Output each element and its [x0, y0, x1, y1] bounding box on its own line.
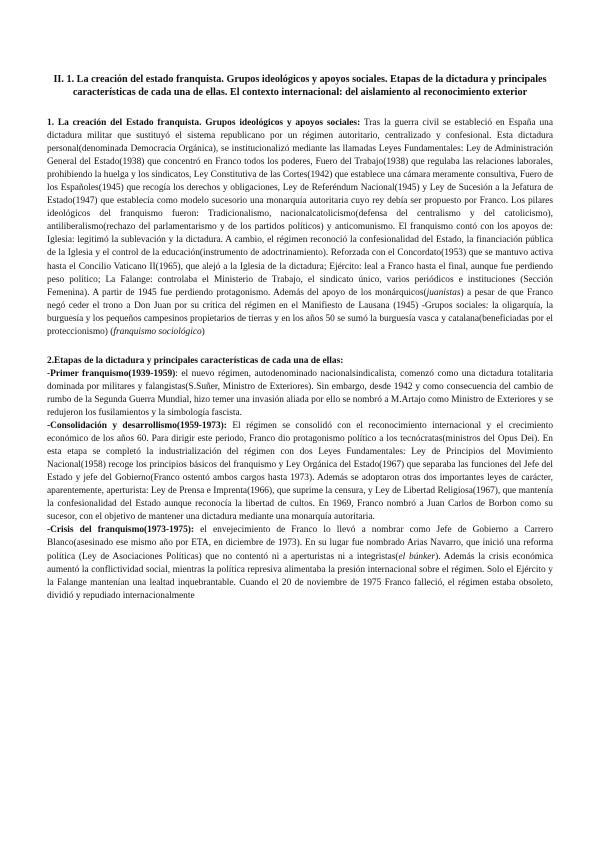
- stage-3-italic-bunker: el búnker: [398, 551, 436, 562]
- stage-3-title: -Crisis del franquismo(1973-1975):: [47, 525, 195, 536]
- section-1-text-b: ) a pesar de que Franco negó ceder el trono a Don Juan por su crítica del régimen en el Manifiesto de Lausana (1945) -Grupos sociales: la oligarquía, la burguesía y los pequeños campesinos propietarios de tierras y en los años 50 se sumó la burguesía vasca y catalana(beneficiadas por el proteccionismo) (: [47, 287, 553, 337]
- stage-2-title: -Consolidación y desarrollismo(1959-1973):: [47, 421, 227, 432]
- stage-1-text: : el nuevo régimen, autodenominado nacionalsindicalista, comenzó como una dictadura totalitaria dominada por militares y falangistas(S.Suñer, Ministro de Exteriores). Sin embargo, desde 1942 y como consecuencia del cambio de rumbo de la Segunda Guerra Mundial, hizo temer una invasión aliada por ello se nombró a M.Artajo como Ministro de Exteriores y se redujeron los fusilamientos y la simbología fascista.: [47, 368, 554, 418]
- stage-3-text-b: ). Además la crisis económica aumentó la conflictividad social, mientras la política represiva alimentaba la presión internacional sobre el régimen. Solo el Ejército y la Falange mantenían una lealtad inquebrantable. Cuando el 20 de noviembre de 1975 Franco falleció, el régimen estaba obsoleto, dividió y repudiado internacionalmente: [47, 551, 553, 601]
- stage-3-text-a: el envejecimiento de Franco lo llevó a nombrar como Jefe de Gobierno a Carrero Blanco(asesinado ese mismo año por ETA, en diciembre de 1973). En su lugar fue nombrado Arias Navarro, que inició una reforma política (Ley de Asociaciones Políticas) que no contentó ni a aperturistas ni a integristas(: [47, 525, 554, 562]
- section-1-text-c: ): [201, 326, 205, 337]
- section-1-italic-juanistas: juanistas: [426, 287, 461, 298]
- section-1-italic-franquismo-sociologico: franquismo sociológico: [113, 326, 202, 337]
- stage-2-paragraph: [47, 420, 553, 524]
- section-1-paragraph: [47, 117, 553, 339]
- section-2-heading: 2.Etapas de la dictadura y principales características de cada una de ellas:: [47, 355, 344, 366]
- stage-3-paragraph: [47, 524, 553, 602]
- stage-1-title: -Primer franquismo(1939-1959): [47, 368, 176, 379]
- section-1-text-a: Tras la guerra civil se estableció en España una dictadura militar que sustituyó el sistema republicano por un régimen autoritario, centralizado y confesional. Esta dictadura personal(denominada Democracia Orgánica), se institucionalizó mediante las llamadas Leyes Fundamentales: Ley de Administración General del Estado(1938) que concentró en Franco todos los poderes, Fuero del Trabajo(1938) que regulaba las relaciones laborales, prohibiendo la huelga y los sindicatos, Ley Constitutiva de las Cortes(1942) que establece una cámara meramente consultiva, Fuero de los Españoles(1945) que recogía los derechos y obligaciones, Ley de Referéndum Nacional(1945) y Ley de Sucesión a la Jefatura de Estado(1947) que establecía como modelo sucesorio una monarquía autoritaria cuyo rey debía ser propuesto por Franco. Los pilares ideológicos del franquismo fueron: Tradicionalismo, nacionalcatolicismo(defensa del centralismo y del catolicismo), antiliberalismo(rechazo del parlamentarismo y de los partidos políticos) y anticomunismo. El franquismo contó con los apoyos de: Iglesia: legitimó la sublevación y la dictadura. A cambio, el régimen reconoció la confesionalidad del Estado, la financiación pública de la Iglesia y el control de la educación(instrumento de adoctrinamiento). Reforzada con el Concordato(1953) que se mantuvo activa hasta el Concilio Vaticano II(1965), que alejó a la Iglesia de la dictadura; Ejército: leal a Franco hasta el final, aunque fue perdiendo peso político; La Falange: controlaba el Ministerio de Trabajo, el sindicato único, varios periódicos e instituciones (Sección Femenina). A partir de 1945 fue perdiendo protagonismo. Además del apoyo de los monárquicos(: [47, 118, 553, 298]
- document-title: II. 1. La creación del estado franquista. Grupos ideológicos y apoyos sociales. Etapas de la dictadura y principales características de cada una de ellas. El contexto internacional: del aislamiento al reconocimiento exterior: [53, 74, 547, 98]
- section-1-heading: 1. La creación del Estado franquista. Grupos ideológicos y apoyos sociales:: [47, 118, 361, 128]
- stage-2-text: El régimen se consolidó con el reconocimiento internacional y el crecimiento económico de los años 60. Para dirigir este periodo, Franco dio protagonismo político a los tecnócratas(ministros del Opus Dei). En esta etapa se completó la industrialización del régimen con dos Leyes Fundamentales: Ley de Principios del Movimiento Nacional(1958) recoge los principios básicos del franquismo y Ley Orgánica del Estado(1967) que separaba las funciones del Jefe del Estado y jefe del Gobierno(Franco ostentó ambos cargos hasta 1973). Además se adoptaron otras dos importantes leyes de carácter, aparentemente, aperturista: Ley de Prensa e Imprenta(1966), que suprime la censura, y Ley de Libertad Religiosa(1967), que mantenía la confesionalidad del Estado aunque reconocía la libertad de cultos. En 1969, Franco nombró a Juan Carlos de Borbon como su sucesor, con el objetivo de mantener una dictadura mediante una monarquía autoritaria.: [47, 421, 554, 523]
- stage-1-paragraph: [47, 368, 553, 420]
- section-2-heading-line: [47, 355, 553, 368]
- document-page: [47, 73, 553, 603]
